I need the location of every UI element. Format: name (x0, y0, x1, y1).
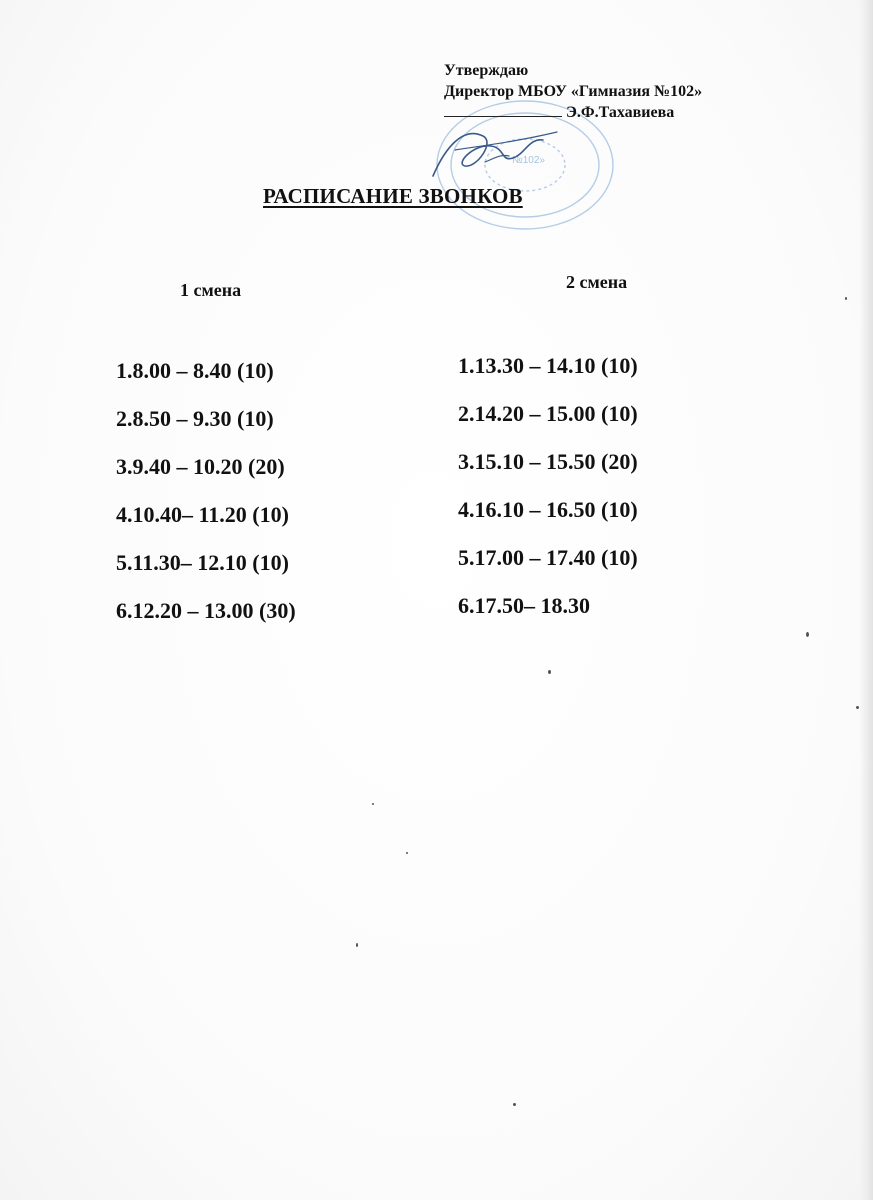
scan-speck (356, 943, 358, 947)
scan-speck (513, 1103, 516, 1106)
lesson-time: 6.12.20 – 13.00 (30) (116, 598, 296, 623)
scan-speck (548, 670, 551, 674)
scan-speck (806, 632, 809, 637)
shift-2-heading: 2 смена (566, 272, 628, 292)
scan-edge-shadow (859, 0, 873, 1200)
signature-underline (444, 102, 562, 117)
approval-block (444, 60, 702, 123)
stamp-text: №102» (512, 155, 545, 166)
lesson-time: 2.8.50 – 9.30 (10) (116, 406, 274, 431)
shift-2-schedule (458, 352, 638, 640)
lesson-time: 5.11.30– 12.10 (10) (116, 550, 289, 575)
director-position: Директор МБОУ «Гимназия №102» (444, 83, 703, 100)
director-signature (425, 118, 565, 188)
scan-speck (372, 803, 374, 805)
lesson-time: 1.13.30 – 14.10 (10) (458, 353, 638, 378)
scan-speck (856, 706, 859, 709)
signature-line (444, 102, 702, 123)
lesson-time: 6.17.50– 18.30 (458, 593, 590, 618)
lesson-time: 5.17.00 – 17.40 (10) (458, 545, 638, 570)
lesson-time: 1.8.00 – 8.40 (10) (116, 358, 274, 383)
scan-speck (406, 852, 408, 854)
document-title: РАСПИСАНИЕ ЗВОНКОВ (263, 184, 523, 208)
lesson-time: 3.15.10 – 15.50 (20) (458, 449, 638, 474)
signer-name: Э.Ф.Тахавиева (566, 104, 675, 121)
shift-1-heading: 1 смена (180, 280, 242, 300)
lesson-time: 2.14.20 – 15.00 (10) (458, 401, 638, 426)
shift-1-schedule (116, 357, 296, 645)
lesson-time: 4.10.40– 11.20 (10) (116, 502, 289, 527)
lesson-time: 4.16.10 – 16.50 (10) (458, 497, 638, 522)
scan-speck (845, 297, 847, 300)
lesson-time: 3.9.40 – 10.20 (20) (116, 454, 285, 479)
approve-label: Утверждаю (444, 62, 529, 79)
